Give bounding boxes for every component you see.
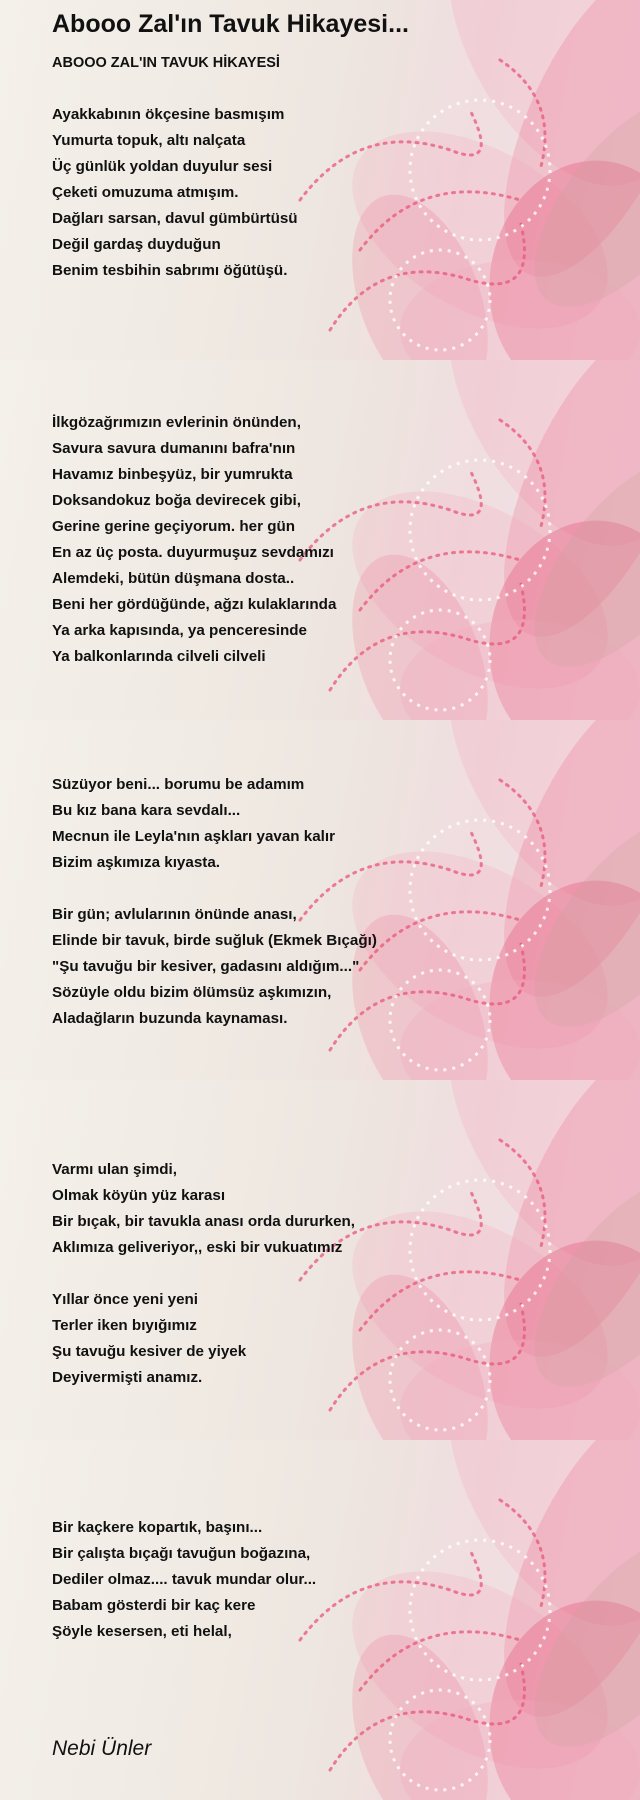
poem-line: Aladağların buzunda kaynaması.: [52, 1010, 288, 1027]
poem-line: Olmak köyün yüz karası: [52, 1187, 226, 1204]
poem-line: Varmı ulan şimdi,: [52, 1161, 177, 1178]
poem-line: Şöyle kesersen, eti helal,: [52, 1623, 232, 1640]
poem-line: Terler iken bıyığımız: [52, 1317, 197, 1334]
poem-line: Savura savura dumanını bafra'nın: [52, 440, 296, 457]
poem-line: Deyivermişti anamız.: [52, 1369, 203, 1386]
poem-line: Bir bıçak, bir tavukla anası orda dururken,: [52, 1213, 356, 1230]
poem-title: Abooo Zal'ın Tavuk Hikayesi...: [52, 10, 409, 38]
poem-line: Beni her gördüğünde, ağzı kulaklarında: [52, 596, 337, 613]
poem-line: İlkgözağrımızın evlerinin önünden,: [52, 414, 301, 431]
poem-line: Çeketi omuzuma atmışım.: [52, 184, 239, 201]
poem-line: Aklımıza geliveriyor,, eski bir vukuatımız: [52, 1239, 343, 1256]
stanza: [52, 410, 336, 670]
poem-line: Sözüyle oldu bizim ölümsüz aşkımızın,: [52, 984, 332, 1001]
poem-line: En az üç posta. duyurmuşuz sevdamızı: [52, 544, 334, 561]
poem-line: Elinde bir tavuk, birde suğluk (Ekmek Bıçağı): [52, 932, 377, 949]
poem-line: Şu tavuğu kesiver de yiyek: [52, 1343, 247, 1360]
stanza: [52, 102, 298, 284]
poem-line: Bu kız bana kara sevdalı...: [52, 802, 241, 819]
poem-line: Ya arka kapısında, ya penceresinde: [52, 622, 307, 639]
poem-line: Babam gösterdi bir kaç kere: [52, 1597, 256, 1614]
poem-line: Dediler olmaz.... tavuk mundar olur...: [52, 1571, 317, 1588]
stanza: [52, 1157, 355, 1261]
stanza: [52, 1515, 316, 1645]
poem-line: Havamız binbeşyüz, bir yumrukta: [52, 466, 293, 483]
poem-line: Üç günlük yoldan duyulur sesi: [52, 158, 273, 175]
poem-line: Bir çalışta bıçağı tavuğun boğazına,: [52, 1545, 311, 1562]
poem-subtitle: ABOOO ZAL'IN TAVUK HİKAYESİ: [52, 55, 280, 71]
poem-line: Yıllar önce yeni yeni: [52, 1291, 199, 1308]
stanza: [52, 902, 377, 1032]
poem-line: Ya balkonlarında cilveli cilveli: [52, 648, 266, 665]
poem-line: Gerine gerine geçiyorum. her gün: [52, 518, 296, 535]
poem-line: Dağları sarsan, davul gümbürtüsü: [52, 210, 298, 227]
poem-author: Nebi Ünler: [52, 1737, 152, 1760]
poem-line: Ayakkabının ökçesine basmışım: [52, 106, 285, 123]
poem-line: Benim tesbihin sabrımı öğütüşü.: [52, 262, 288, 279]
poem-line: Doksandokuz boğa devirecek gibi,: [52, 492, 301, 509]
poem-line: Yumurta topuk, altı nalçata: [52, 132, 246, 149]
poem-line: Mecnun ile Leyla'nın aşkları yavan kalır: [52, 828, 336, 845]
poem-line: Bizim aşkımıza kıyasta.: [52, 854, 220, 871]
poem-line: Bir gün; avlularının önünde anası,: [52, 906, 297, 923]
poem-line: "Şu tavuğu bir kesiver, gadasını aldığım...": [52, 958, 360, 975]
poem-line: Süzüyor beni... borumu be adamım: [52, 776, 305, 793]
poem-line: Bir kaçkere kopartık, başını...: [52, 1519, 263, 1536]
poem-line: Değil gardaş duyduğun: [52, 236, 221, 253]
poem-line: Alemdeki, bütün düşmana dosta..: [52, 570, 295, 587]
stanza: [52, 772, 335, 876]
stanza: [52, 1287, 246, 1391]
